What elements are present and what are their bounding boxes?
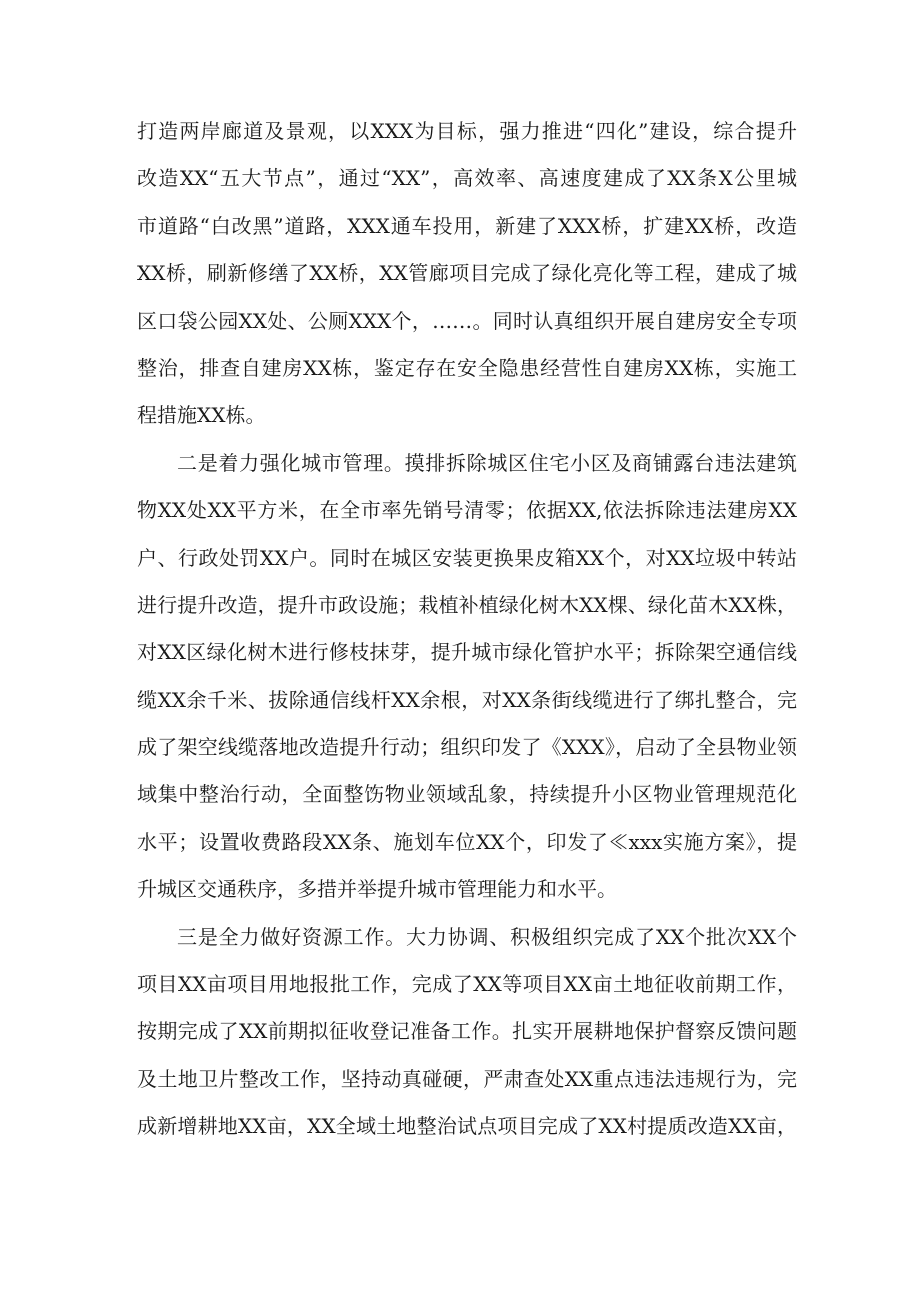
- text-line: 水平；设置收费路段XX条、施划车位XX个，印发了≪xxx实施方案》，提: [137, 829, 797, 854]
- text-line: 对XX区绿化树木进行修枝抹芽，提升城市绿化管护水平；拆除架空通信线: [137, 640, 797, 665]
- text-line: 市道路“白改黑”道路，XXX通车投用，新建了XXX桥，扩建XX桥，改造: [137, 213, 797, 238]
- text-line: 区口袋公园XX处、公厕XXX个，……。同时认真组织开展自建房安全专项: [137, 308, 797, 333]
- document-body: [137, 108, 797, 1151]
- text-line: 项目XX亩项目用地报批工作，完成了XX等项目XX亩土地征收前期工作，: [137, 972, 797, 997]
- text-line: 及土地卫片整改工作，坚持动真碰硬，严肃查处XX重点违法违规行为，完: [137, 1066, 797, 1091]
- text-line: 域集中整治行动，全面整饬物业领域乱象，持续提升小区物业管理规范化: [137, 782, 797, 807]
- text-line: 二是着力强化城市管理。摸排拆除城区住宅小区及商铺露台违法建筑: [177, 450, 797, 475]
- text-line: 缆XX余千米、拔除通信线杆XX余根，对XX条街线缆进行了绑扎整合，完: [137, 687, 797, 712]
- text-line: 改造XX“五大节点”，通过“XX”，高效率、高速度建成了XX条X公里城: [137, 166, 797, 191]
- text-line: 物XX处XX平方米，在全市率先销号清零；依据XX,依法拆除违法建房XX: [137, 498, 797, 523]
- text-line: 程措施XX栋。: [137, 403, 266, 428]
- text-line: 按期完成了XX前期拟征收登记准备工作。扎实开展耕地保护督察反馈问题: [137, 1019, 797, 1044]
- text-line: 三是全力做好资源工作。大力协调、积极组织完成了XX个批次XX个: [177, 924, 797, 949]
- text-line: 进行提升改造，提升市政设施；栽植补植绿化树木XX棵、绿化苗木XX株，: [137, 592, 797, 617]
- paragraph-1: [137, 108, 797, 440]
- text-line: XX桥，刷新修缮了XX桥，XX管廊项目完成了绿化亮化等工程，建成了城: [137, 261, 797, 286]
- text-line: 成新增耕地XX亩，XX全域土地整治试点项目完成了XX村提质改造XX亩，: [137, 1114, 797, 1139]
- text-line: 成了架空线缆落地改造提升行动；组织印发了《XXX》，启动了全县物业领: [137, 735, 797, 760]
- text-line: 整治，排查自建房XX栋，鉴定存在安全隐患经营性自建房XX栋，实施工: [137, 355, 797, 380]
- text-line: 升城区交通秩序，多措并举提升城市管理能力和水平。: [137, 877, 617, 902]
- paragraph-2: [137, 440, 797, 914]
- text-line: 打造两岸廊道及景观，以XXX为目标，强力推进“四化”建设，综合提升: [137, 119, 797, 143]
- text-line: 户、行政处罚XX户。同时在城区安装更换果皮箱XX个，对XX垃圾中转站: [137, 545, 797, 570]
- paragraph-3: [137, 914, 797, 1151]
